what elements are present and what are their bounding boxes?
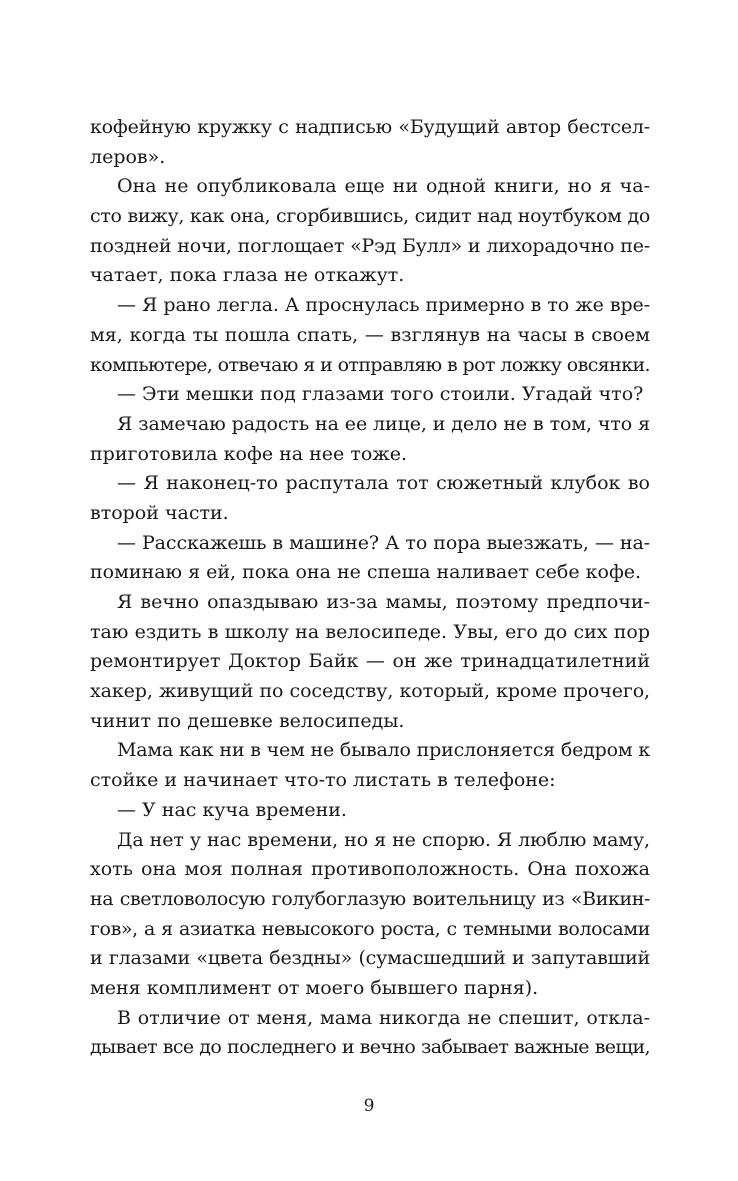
text-line: — Я рано легла. А проснулась примерно в то же вре- (117, 294, 650, 317)
text-line: хакер, живущий по соседству, который, кроме прочего, (90, 680, 650, 703)
text-line: Я вечно опаздываю из-за мамы, поэтому предпочи- (117, 591, 650, 613)
text-line: В отличие от меня, мама никогда не спешит, откла- (117, 1006, 650, 1029)
text-line: леров». (90, 145, 166, 168)
text-line: стойке и начинает что-то листать в телефоне: (90, 769, 556, 792)
text-line: поминаю я ей, пока она не спеша наливает себе кофе. (90, 561, 642, 584)
page-number: 9 (363, 1096, 375, 1116)
text-line: компьютере, отвечаю я и отправляю в рот ложку овсянки. (90, 353, 650, 376)
text-line: ремонтирует Доктор Байк — он же тринадцатилетний (90, 650, 650, 673)
text-line: второй части. (90, 501, 229, 524)
text-line: чинит по дешевке велосипеды. (90, 709, 405, 732)
text-line: — Расскажешь в машине? А то пора выезжать, — на- (117, 531, 650, 554)
text-line: Мама как ни в чем не бывало прислоняется бедром к (117, 739, 650, 762)
text-line: и глазами «цвета бездны» (сумасшедший и запутавший (90, 947, 650, 970)
text-line: Она не опубликовала еще ни одной книги, но я ча- (117, 175, 650, 198)
text-line: Да нет у нас времени, но я не спорю. Я люблю маму, (117, 828, 650, 851)
text-line: мя, когда ты пошла спать, — взглянув на часы в своем (90, 323, 650, 346)
text-line: дывает все до последнего и вечно забывает важные вещи, (90, 1036, 650, 1059)
book-page-text (90, 113, 650, 1063)
text-line: — Я наконец-то распутала тот сюжетный клубок во (117, 472, 650, 495)
text-line: поздней ночи, поглощает «Рэд Булл» и лихорадочно пе- (90, 234, 650, 257)
text-line: на светловолосую голубоглазую воительницу из «Викин- (90, 887, 650, 910)
text-line: меня комплимент от моего бывшего парня). (90, 976, 539, 999)
text-line: кофейную кружку с надписью «Будущий автор бестсел- (90, 116, 650, 138)
text-line: таю ездить в школу на велосипеде. Увы, его до сих пор (90, 620, 650, 643)
text-line: приготовила кофе на нее тоже. (90, 442, 408, 465)
text-line: Я замечаю радость на ее лице, и дело не в том, что я (117, 412, 650, 435)
text-line: сто вижу, как она, сгорбившись, сидит над ноутбуком до (90, 205, 650, 228)
text-line: — Эти мешки под глазами того стоили. Угадай что? (117, 383, 644, 406)
text-line: чатает, пока глаза не откажут. (90, 264, 405, 287)
text-line: хоть она моя полная противоположность. Она похожа (90, 858, 650, 881)
text-line: гов», а я азиатка невысокого роста, с темными волосами (90, 917, 650, 940)
text-line: — У нас куча времени. (117, 798, 347, 821)
